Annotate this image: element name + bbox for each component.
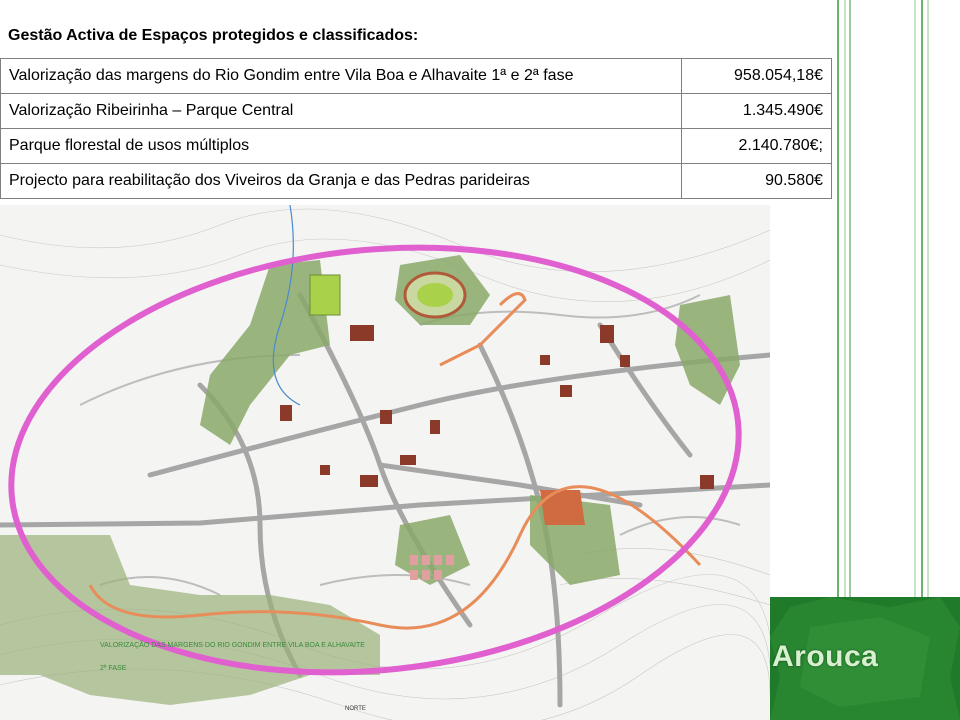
map-label-valorizacao: VALORIZAÇÃO DAS MARGENS DO RIO GONDIM ENTRE VILA BOA E ALHAVAITE	[100, 642, 365, 649]
project-name: Parque florestal de usos múltiplos	[1, 129, 682, 164]
projects-table	[0, 58, 832, 199]
table-row	[1, 164, 832, 199]
project-value: 1.345.490€	[682, 94, 832, 129]
project-name: Valorização das margens do Rio Gondim entre Vila Boa e Alhavaite 1ª e 2ª fase	[1, 59, 682, 94]
project-value: 958.054,18€	[682, 59, 832, 94]
map-label-norte: NORTE	[345, 706, 366, 712]
urban-plan-map	[0, 205, 770, 720]
map-label-fase: 2ª FASE	[100, 665, 127, 672]
table-row	[1, 59, 832, 94]
section-title: Gestão Activa de Espaços protegidos e classificados:	[8, 27, 419, 44]
project-name: Valorização Ribeirinha – Parque Central	[1, 94, 682, 129]
logo-text: Arouca	[772, 640, 879, 673]
project-name: Projecto para reabilitação dos Viveiros da Granja e das Pedras parideiras	[1, 164, 682, 199]
project-value: 90.580€	[682, 164, 832, 199]
project-value: 2.140.780€;	[682, 129, 832, 164]
table-row	[1, 129, 832, 164]
table-row	[1, 94, 832, 129]
